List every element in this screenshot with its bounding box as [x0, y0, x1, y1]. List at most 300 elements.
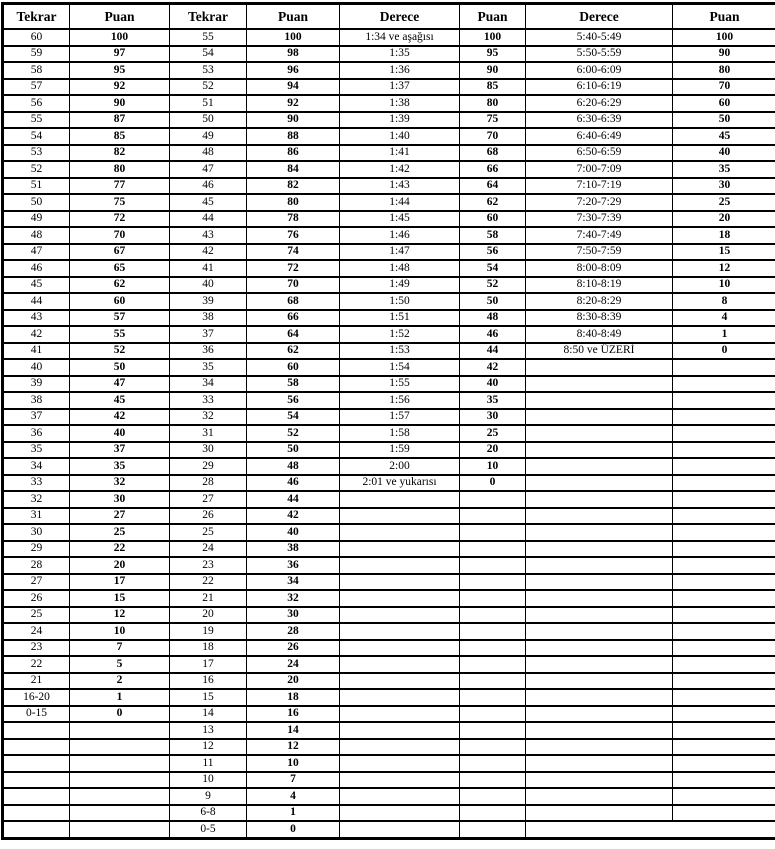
puan-cell: 42	[460, 359, 526, 376]
puan-cell: 100	[673, 29, 775, 46]
puan-cell	[460, 607, 526, 624]
tekrar-cell: 10	[170, 772, 247, 789]
derece-cell	[526, 689, 673, 706]
tekrar-cell: 49	[170, 128, 247, 145]
derece-cell: 6:00-6:09	[526, 62, 673, 79]
derece-cell	[526, 755, 673, 772]
puan-cell: 100	[460, 29, 526, 46]
tekrar-cell	[3, 821, 70, 839]
puan-cell: 62	[70, 277, 170, 294]
puan-cell: 1	[247, 805, 340, 822]
puan-cell: 20	[70, 557, 170, 574]
puan-cell: 54	[247, 409, 340, 426]
tekrar-cell: 50	[3, 194, 70, 211]
derece-cell	[526, 524, 673, 541]
tekrar-cell: 44	[170, 211, 247, 228]
tekrar-cell: 22	[170, 574, 247, 591]
tekrar-cell: 25	[170, 524, 247, 541]
puan-cell: 85	[460, 79, 526, 96]
puan-cell: 90	[247, 112, 340, 129]
derece-cell: 5:50-5:59	[526, 46, 673, 63]
table-row	[3, 607, 775, 624]
puan-cell: 87	[70, 112, 170, 129]
puan-cell: 4	[673, 310, 775, 327]
table-row	[3, 508, 775, 525]
puan-cell	[673, 805, 775, 822]
puan-cell	[460, 491, 526, 508]
tekrar-cell: 46	[170, 178, 247, 195]
puan-cell: 36	[247, 557, 340, 574]
derece-cell	[526, 458, 673, 475]
derece-cell: 8:40-8:49	[526, 326, 673, 343]
tekrar-cell: 24	[3, 623, 70, 640]
derece-cell	[340, 805, 460, 822]
derece-cell	[526, 821, 775, 839]
derece-cell: 1:58	[340, 425, 460, 442]
tekrar-cell: 32	[3, 491, 70, 508]
puan-cell	[460, 590, 526, 607]
puan-cell: 80	[70, 161, 170, 178]
derece-cell: 8:30-8:39	[526, 310, 673, 327]
puan-cell	[673, 623, 775, 640]
tekrar-cell: 9	[170, 788, 247, 805]
puan-cell: 12	[247, 739, 340, 756]
table-row	[3, 392, 775, 409]
puan-cell: 60	[673, 95, 775, 112]
tekrar-cell: 41	[3, 343, 70, 360]
table-row	[3, 574, 775, 591]
puan-cell: 78	[247, 211, 340, 228]
derece-cell	[340, 590, 460, 607]
tekrar-cell: 47	[3, 244, 70, 261]
table-row	[3, 227, 775, 244]
derece-cell	[526, 442, 673, 459]
tekrar-cell: 32	[170, 409, 247, 426]
puan-cell: 70	[673, 79, 775, 96]
tekrar-cell: 44	[3, 293, 70, 310]
puan-cell: 90	[673, 46, 775, 63]
puan-cell	[70, 821, 170, 839]
derece-cell: 1:47	[340, 244, 460, 261]
puan-cell	[460, 508, 526, 525]
derece-cell: 1:56	[340, 392, 460, 409]
puan-cell	[70, 788, 170, 805]
tekrar-cell: 39	[3, 376, 70, 393]
derece-cell	[526, 623, 673, 640]
tekrar-cell: 23	[170, 557, 247, 574]
puan-cell	[460, 805, 526, 822]
puan-cell: 46	[460, 326, 526, 343]
derece-cell	[526, 409, 673, 426]
puan-cell	[460, 673, 526, 690]
derece-cell: 7:30-7:39	[526, 211, 673, 228]
puan-cell: 50	[247, 442, 340, 459]
derece-cell	[340, 640, 460, 657]
table-row	[3, 46, 775, 63]
tekrar-cell: 13	[170, 722, 247, 739]
tekrar-cell: 55	[170, 29, 247, 46]
puan-cell: 46	[247, 475, 340, 492]
tekrar-cell: 52	[170, 79, 247, 96]
tekrar-cell: 30	[170, 442, 247, 459]
puan-cell: 18	[673, 227, 775, 244]
puan-cell	[673, 607, 775, 624]
tekrar-cell: 18	[170, 640, 247, 657]
derece-cell	[526, 788, 673, 805]
table-row	[3, 79, 775, 96]
table-row	[3, 821, 775, 839]
puan-cell: 0	[673, 343, 775, 360]
puan-cell: 76	[247, 227, 340, 244]
puan-cell: 80	[247, 194, 340, 211]
tekrar-cell: 42	[170, 244, 247, 261]
puan-cell	[673, 508, 775, 525]
tekrar-cell: 55	[3, 112, 70, 129]
derece-cell: 1:49	[340, 277, 460, 294]
derece-cell: 2:00	[340, 458, 460, 475]
derece-cell: 8:20-8:29	[526, 293, 673, 310]
puan-cell: 35	[460, 392, 526, 409]
puan-cell: 10	[70, 623, 170, 640]
table-row	[3, 112, 775, 129]
puan-cell: 25	[460, 425, 526, 442]
puan-cell: 54	[460, 260, 526, 277]
puan-cell	[460, 739, 526, 756]
puan-cell: 45	[673, 128, 775, 145]
derece-cell	[340, 772, 460, 789]
derece-cell: 8:50 ve ÜZERİ	[526, 343, 673, 360]
tekrar-cell: 30	[3, 524, 70, 541]
tekrar-cell: 41	[170, 260, 247, 277]
puan-cell: 34	[247, 574, 340, 591]
puan-cell: 20	[673, 211, 775, 228]
puan-cell	[460, 656, 526, 673]
table-row	[3, 359, 775, 376]
puan-cell: 10	[673, 277, 775, 294]
tekrar-cell: 17	[170, 656, 247, 673]
puan-cell	[673, 557, 775, 574]
derece-cell	[340, 755, 460, 772]
table-row	[3, 293, 775, 310]
derece-cell	[526, 590, 673, 607]
puan-cell	[673, 524, 775, 541]
puan-cell	[460, 821, 526, 839]
puan-cell: 66	[247, 310, 340, 327]
puan-cell: 30	[460, 409, 526, 426]
puan-cell	[673, 788, 775, 805]
puan-cell: 95	[460, 46, 526, 63]
table-row	[3, 260, 775, 277]
puan-cell: 32	[247, 590, 340, 607]
derece-cell	[526, 425, 673, 442]
puan-cell: 95	[70, 62, 170, 79]
puan-cell: 8	[673, 293, 775, 310]
tekrar-cell: 51	[3, 178, 70, 195]
puan-cell: 1	[673, 326, 775, 343]
tekrar-cell: 23	[3, 640, 70, 657]
tekrar-cell: 21	[3, 673, 70, 690]
tekrar-cell: 53	[170, 62, 247, 79]
puan-cell: 7	[70, 640, 170, 657]
tekrar-cell: 31	[170, 425, 247, 442]
derece-cell: 1:54	[340, 359, 460, 376]
tekrar-cell: 36	[170, 343, 247, 360]
tekrar-cell: 54	[3, 128, 70, 145]
tekrar-cell: 34	[170, 376, 247, 393]
puan-cell	[673, 673, 775, 690]
puan-cell: 90	[460, 62, 526, 79]
tekrar-cell: 35	[170, 359, 247, 376]
table-row	[3, 739, 775, 756]
puan-cell: 4	[247, 788, 340, 805]
table-row	[3, 656, 775, 673]
puan-cell	[673, 392, 775, 409]
derece-cell	[526, 706, 673, 723]
derece-cell: 1:36	[340, 62, 460, 79]
table-row	[3, 755, 775, 772]
tekrar-cell: 6-8	[170, 805, 247, 822]
tekrar-cell: 16-20	[3, 689, 70, 706]
puan-cell	[673, 706, 775, 723]
puan-cell: 42	[247, 508, 340, 525]
puan-cell: 90	[70, 95, 170, 112]
tekrar-cell: 58	[3, 62, 70, 79]
puan-cell: 66	[460, 161, 526, 178]
puan-cell	[673, 376, 775, 393]
puan-cell: 82	[70, 145, 170, 162]
tekrar-cell: 38	[170, 310, 247, 327]
puan-cell: 15	[673, 244, 775, 261]
tekrar-cell: 14	[170, 706, 247, 723]
col-header-derece-1: Derece	[340, 4, 460, 30]
puan-cell: 20	[460, 442, 526, 459]
puan-cell	[70, 755, 170, 772]
tekrar-cell: 33	[170, 392, 247, 409]
table-row	[3, 689, 775, 706]
derece-cell	[340, 821, 460, 839]
table-row	[3, 788, 775, 805]
derece-cell: 1:41	[340, 145, 460, 162]
tekrar-cell: 0-5	[170, 821, 247, 839]
puan-cell	[70, 739, 170, 756]
puan-cell: 70	[247, 277, 340, 294]
table-row	[3, 277, 775, 294]
tekrar-cell: 45	[3, 277, 70, 294]
puan-cell: 50	[673, 112, 775, 129]
derece-cell	[340, 656, 460, 673]
puan-cell: 77	[70, 178, 170, 195]
derece-cell	[340, 722, 460, 739]
puan-cell: 58	[247, 376, 340, 393]
table-row	[3, 95, 775, 112]
puan-cell	[673, 755, 775, 772]
tekrar-cell: 27	[3, 574, 70, 591]
puan-cell: 92	[70, 79, 170, 96]
tekrar-cell: 35	[3, 442, 70, 459]
puan-cell: 52	[247, 425, 340, 442]
derece-cell	[340, 557, 460, 574]
puan-cell: 14	[247, 722, 340, 739]
puan-cell: 55	[70, 326, 170, 343]
derece-cell: 1:40	[340, 128, 460, 145]
table-row	[3, 623, 775, 640]
puan-cell: 35	[673, 161, 775, 178]
derece-cell	[526, 541, 673, 558]
table-row	[3, 458, 775, 475]
tekrar-cell: 11	[170, 755, 247, 772]
puan-cell: 5	[70, 656, 170, 673]
tekrar-cell: 36	[3, 425, 70, 442]
derece-cell	[340, 623, 460, 640]
derece-cell	[340, 689, 460, 706]
puan-cell	[673, 590, 775, 607]
derece-cell	[526, 475, 673, 492]
puan-cell	[673, 541, 775, 558]
derece-cell: 6:20-6:29	[526, 95, 673, 112]
derece-cell	[340, 788, 460, 805]
tekrar-cell: 38	[3, 392, 70, 409]
scoring-table	[1, 2, 775, 840]
puan-cell: 80	[460, 95, 526, 112]
table-row	[3, 29, 775, 46]
derece-cell: 1:55	[340, 376, 460, 393]
derece-cell	[526, 640, 673, 657]
tekrar-cell: 24	[170, 541, 247, 558]
puan-cell: 82	[247, 178, 340, 195]
tekrar-cell: 19	[170, 623, 247, 640]
table-row	[3, 161, 775, 178]
derece-cell: 1:44	[340, 194, 460, 211]
puan-cell: 57	[70, 310, 170, 327]
tekrar-cell: 28	[3, 557, 70, 574]
derece-cell: 7:20-7:29	[526, 194, 673, 211]
puan-cell: 100	[70, 29, 170, 46]
puan-cell: 44	[460, 343, 526, 360]
puan-cell: 27	[70, 508, 170, 525]
puan-cell: 30	[247, 607, 340, 624]
puan-cell	[673, 640, 775, 657]
derece-cell: 1:39	[340, 112, 460, 129]
derece-cell: 7:10-7:19	[526, 178, 673, 195]
puan-cell: 80	[673, 62, 775, 79]
puan-cell: 50	[70, 359, 170, 376]
derece-cell: 1:52	[340, 326, 460, 343]
derece-cell	[340, 508, 460, 525]
puan-cell: 67	[70, 244, 170, 261]
puan-cell: 62	[460, 194, 526, 211]
tekrar-cell: 40	[170, 277, 247, 294]
puan-cell: 52	[70, 343, 170, 360]
puan-cell: 2	[70, 673, 170, 690]
tekrar-cell: 31	[3, 508, 70, 525]
tekrar-cell: 27	[170, 491, 247, 508]
puan-cell: 60	[460, 211, 526, 228]
puan-cell	[460, 689, 526, 706]
puan-cell: 40	[70, 425, 170, 442]
puan-cell: 18	[247, 689, 340, 706]
table-row	[3, 772, 775, 789]
puan-cell: 52	[460, 277, 526, 294]
table-row	[3, 145, 775, 162]
puan-cell	[460, 722, 526, 739]
puan-cell: 37	[70, 442, 170, 459]
table-row	[3, 211, 775, 228]
tekrar-cell: 39	[170, 293, 247, 310]
puan-cell: 40	[460, 376, 526, 393]
tekrar-cell	[3, 722, 70, 739]
table-row	[3, 590, 775, 607]
tekrar-cell: 26	[3, 590, 70, 607]
tekrar-cell: 37	[170, 326, 247, 343]
puan-cell: 62	[247, 343, 340, 360]
tekrar-cell: 42	[3, 326, 70, 343]
puan-cell: 92	[247, 95, 340, 112]
table-row	[3, 409, 775, 426]
derece-cell	[340, 607, 460, 624]
derece-cell	[526, 491, 673, 508]
puan-cell: 0	[247, 821, 340, 839]
puan-cell: 38	[247, 541, 340, 558]
puan-cell: 1	[70, 689, 170, 706]
derece-cell: 6:40-6:49	[526, 128, 673, 145]
derece-cell	[526, 739, 673, 756]
derece-cell: 1:34 ve aşağısı	[340, 29, 460, 46]
puan-cell: 74	[247, 244, 340, 261]
tekrar-cell: 21	[170, 590, 247, 607]
col-header-puan-3: Puan	[460, 4, 526, 30]
derece-cell	[340, 491, 460, 508]
puan-cell: 58	[460, 227, 526, 244]
puan-cell	[460, 557, 526, 574]
puan-cell: 24	[247, 656, 340, 673]
puan-cell	[70, 772, 170, 789]
puan-cell: 56	[460, 244, 526, 261]
table-row	[3, 194, 775, 211]
tekrar-cell: 12	[170, 739, 247, 756]
puan-cell: 35	[70, 458, 170, 475]
tekrar-cell: 57	[3, 79, 70, 96]
puan-cell: 65	[70, 260, 170, 277]
derece-cell: 7:50-7:59	[526, 244, 673, 261]
puan-cell: 64	[460, 178, 526, 195]
derece-cell	[340, 706, 460, 723]
puan-cell: 86	[247, 145, 340, 162]
puan-cell: 68	[247, 293, 340, 310]
derece-cell	[526, 656, 673, 673]
table-row	[3, 310, 775, 327]
derece-cell	[526, 673, 673, 690]
tekrar-cell: 29	[170, 458, 247, 475]
derece-cell	[526, 574, 673, 591]
puan-cell	[673, 409, 775, 426]
puan-cell	[460, 706, 526, 723]
tekrar-cell: 40	[3, 359, 70, 376]
puan-cell	[673, 574, 775, 591]
tekrar-cell: 51	[170, 95, 247, 112]
puan-cell: 68	[460, 145, 526, 162]
puan-cell: 70	[460, 128, 526, 145]
derece-cell	[526, 392, 673, 409]
tekrar-cell: 53	[3, 145, 70, 162]
puan-cell	[460, 788, 526, 805]
puan-cell	[460, 623, 526, 640]
table-row	[3, 805, 775, 822]
derece-cell: 6:50-6:59	[526, 145, 673, 162]
derece-cell	[526, 607, 673, 624]
puan-cell	[460, 524, 526, 541]
derece-cell	[340, 524, 460, 541]
derece-cell: 8:10-8:19	[526, 277, 673, 294]
